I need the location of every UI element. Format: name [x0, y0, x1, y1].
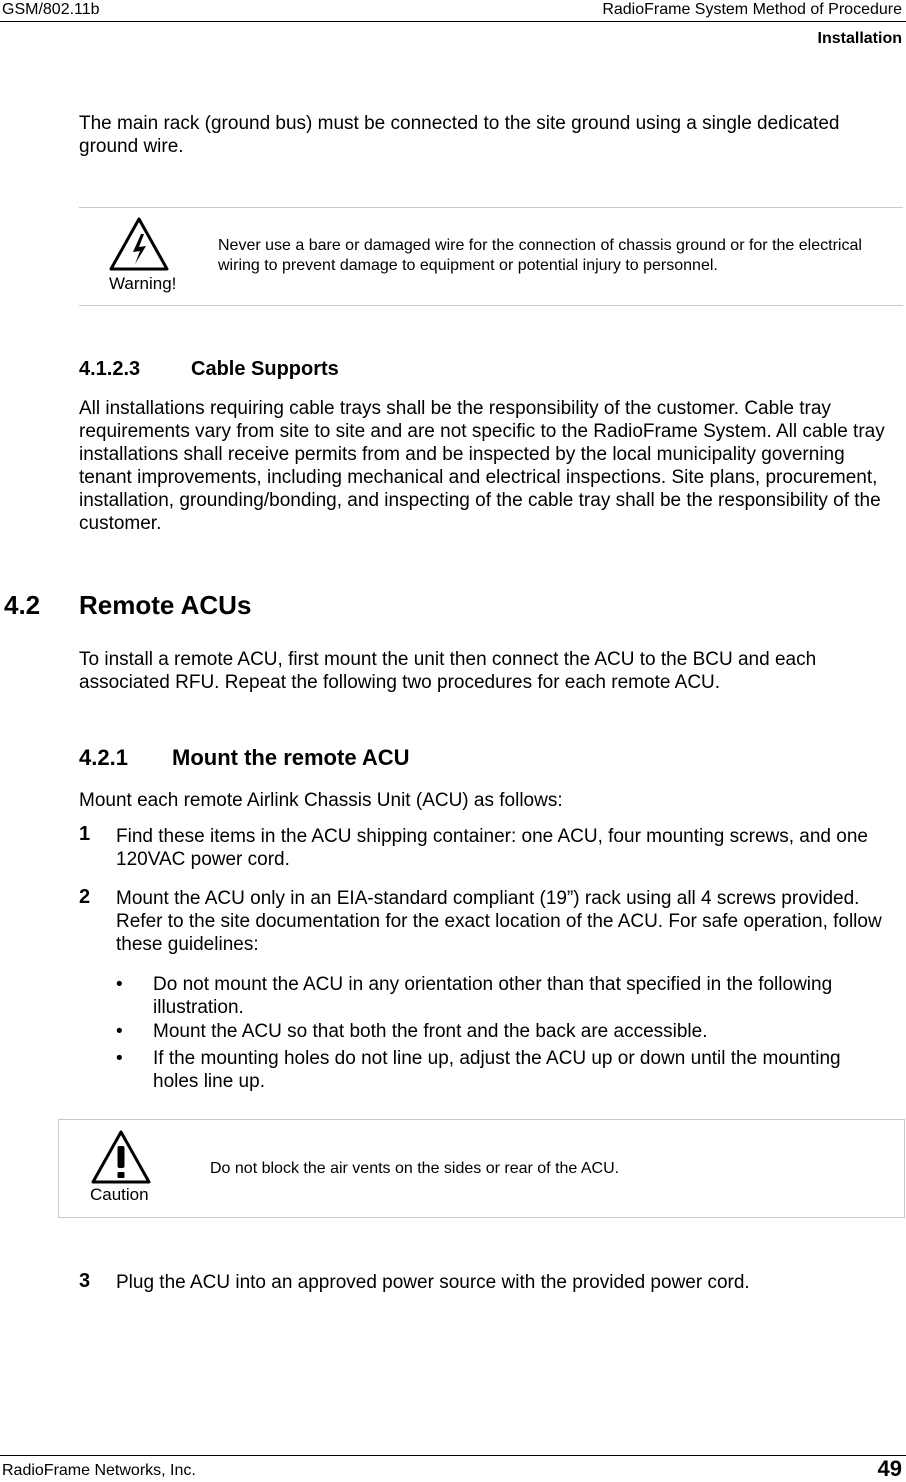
page-number: 49 — [877, 1456, 902, 1481]
section-421-number: 4.2.1 — [79, 745, 128, 770]
section-421-title: Mount the remote ACU — [172, 745, 410, 770]
step-1-text: Find these items in the ACU shipping container: one ACU, four mounting screws, and one 120VAC power cord. — [116, 826, 868, 870]
bullet-1-text: Do not mount the ACU in any orientation other than that specified in the following illustration. — [153, 974, 833, 1018]
bullet-1-marker: • — [116, 974, 123, 995]
header-left: GSM/802.11b — [2, 1, 100, 18]
bullet-2-text: Mount the ACU so that both the front and the back are accessible. — [153, 1021, 708, 1042]
warning-text: Never use a bare or damaged wire for the connection of chassis ground or for the electrical wiring to prevent damage to equipment or potential injury to personnel. — [218, 237, 862, 274]
step-3-number: 3 — [79, 1270, 91, 1292]
bullet-3-text: If the mounting holes do not line up, adjust the ACU up or down until the mounting holes line up. — [153, 1048, 841, 1092]
section-42-body: To install a remote ACU, first mount the unit then connect the ACU to the BCU and each associated RFU. Repeat the following two procedures for each remote ACU. — [79, 649, 817, 693]
intro-paragraph: The main rack (ground bus) must be connected to the site ground using a single dedicated ground wire. — [79, 113, 840, 157]
step-2-text: Mount the ACU only in an EIA-standard compliant (19”) rack using all 4 screws provided. Refer to the site documentation for the exact location of the ACU. For safe operation, follow these guidelines: — [116, 888, 882, 955]
step-3-text: Plug the ACU into an approved power source with the provided power cord. — [116, 1272, 750, 1293]
section-4123-number: 4.1.2.3 — [79, 358, 141, 380]
section-4123-body: All installations requiring cable trays shall be the responsibility of the customer. Cable tray requirements vary from site to site and are not specific to the RadioFrame System. All cable tray installations shall receive permits from and be inspected by the local municipality governing tenant improvements, including mechanical and electrical inspections. Site plans, procurement, installation, grounding/bonding, and inspecting of the cable tray shall be the responsibility of the customer. — [79, 398, 885, 534]
warning-label: Warning! — [109, 274, 177, 293]
warning-bottom-rule — [79, 305, 903, 306]
step-1-number: 1 — [79, 823, 91, 845]
caution-label: Caution — [90, 1185, 149, 1204]
section-42-title: Remote ACUs — [79, 590, 252, 620]
footer-company: RadioFrame Networks, Inc. — [2, 1462, 196, 1479]
section-421-intro: Mount each remote Airlink Chassis Unit (ACU) as follows: — [79, 790, 563, 811]
bullet-3-marker: • — [116, 1048, 123, 1069]
header-section: Installation — [817, 30, 902, 47]
warning-top-rule — [79, 207, 903, 208]
electric-hazard-icon — [108, 216, 170, 277]
bullet-2-marker: • — [116, 1021, 123, 1042]
step-2-number: 2 — [79, 886, 91, 908]
footer-rule — [0, 1455, 906, 1456]
caution-text: Do not block the air vents on the sides or rear of the ACU. — [210, 1160, 620, 1177]
caution-exclamation-icon — [90, 1129, 152, 1190]
section-4123-title: Cable Supports — [191, 358, 339, 380]
header-rule — [0, 21, 906, 22]
section-42-number: 4.2 — [4, 590, 41, 620]
header-right: RadioFrame System Method of Procedure — [602, 1, 902, 18]
